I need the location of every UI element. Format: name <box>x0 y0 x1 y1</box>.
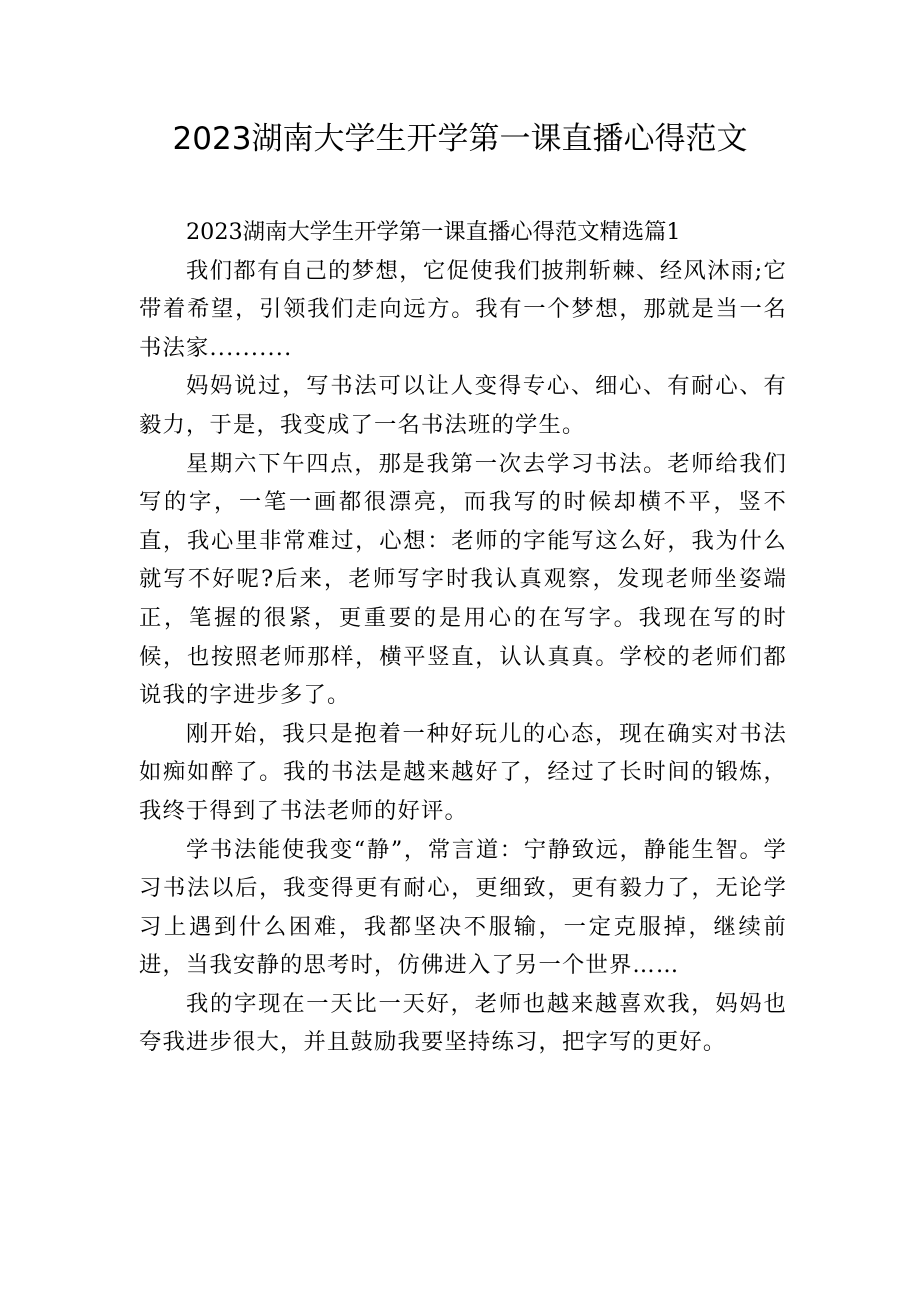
paragraph-6: 我的字现在一天比一天好，老师也越来越喜欢我，妈妈也夸我进步很大，并且鼓励我要坚持练习，把字写的更好。 <box>139 990 787 1056</box>
paragraph-1: 我们都有自己的梦想，它促使我们披荆斩棘、经风沐雨;它带着希望，引领我们走向远方。我有一个梦想，那就是当一名书法家.......... <box>139 257 787 361</box>
section-heading: 2023湖南大学生开学第一课直播心得范文精选篇1 <box>186 219 681 245</box>
paragraph-3: 星期六下午四点，那是我第一次去学习书法。老师给我们写的字，一笔一画都很漂亮，而我写的时候却横不平，竖不直，我心里非常难过，心想：老师的字能写这么好，我为什么就写不好呢?后来，老师写字时我认真观察，发现老师坐姿端正，笔握的很紧，更重要的是用心的在写字。我现在写的时候，也按照老师那样，横平竖直，认认真真。学校的老师们都说我的字进步多了。 <box>139 450 787 709</box>
paragraph-2: 妈妈说过，写书法可以让人变得专心、细心、有耐心、有毅力，于是，我变成了一名书法班的学生。 <box>139 373 787 438</box>
document-body <box>139 213 787 1062</box>
document-title: 2023湖南大学生开学第一课直播心得范文 <box>172 121 748 157</box>
paragraph-4: 刚开始，我只是抱着一种好玩儿的心态，现在确实对书法如痴如醉了。我的书法是越来越好了，经过了长时间的锻炼，我终于得到了书法老师的好评。 <box>139 720 787 824</box>
paragraph-5: 学书法能使我变“静”，常言道：宁静致远，静能生智。学习书法以后，我变得更有耐心，更细致，更有毅力了，无论学习上遇到什么困难，我都坚决不服输，一定克服掉，继续前进，当我安静的思考时，仿佛进入了另一个世界…… <box>139 836 787 979</box>
